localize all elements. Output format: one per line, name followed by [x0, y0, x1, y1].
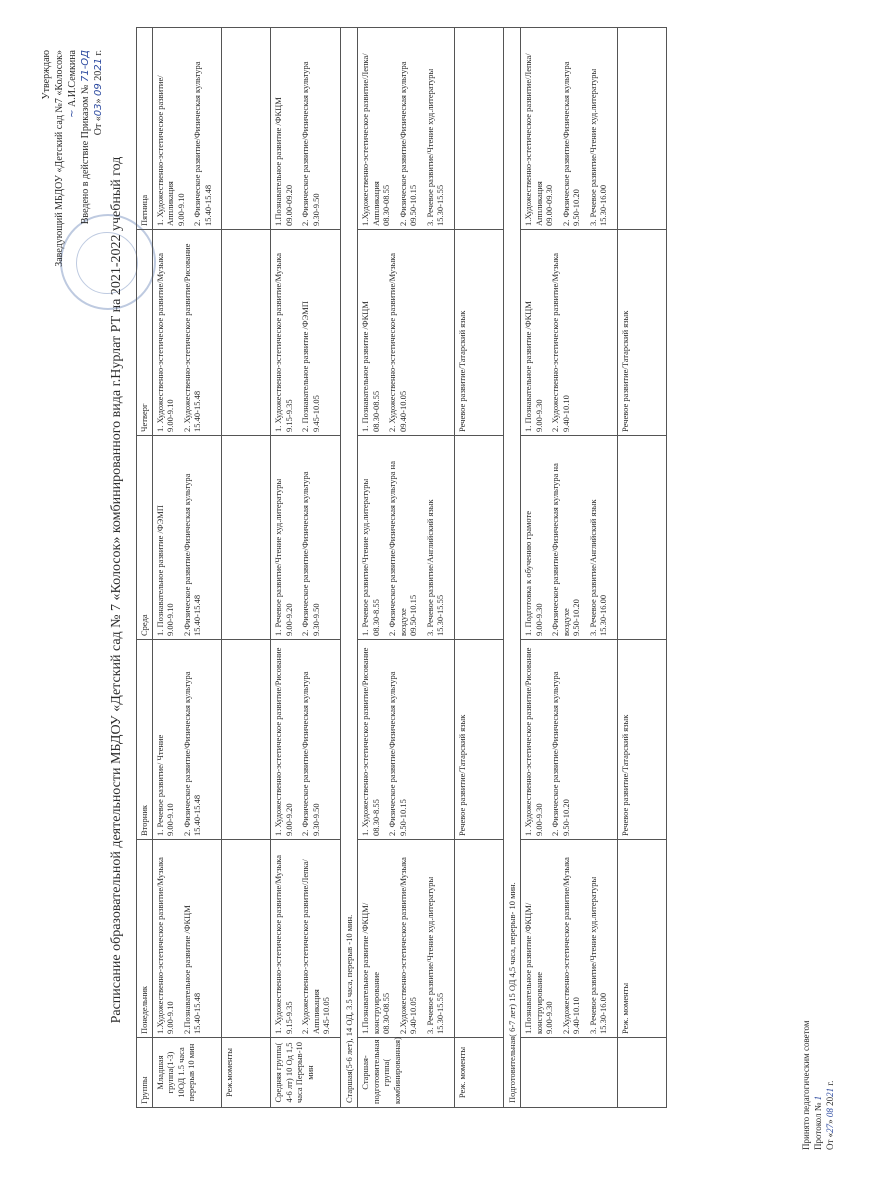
lesson-item: 3. Речевое развитие/Чтение худ.литературы 15.30-15.55: [424, 68, 445, 226]
lesson-item: 3. Речевое развитие/Чтение худ.литературы 15.30-16.00: [587, 68, 608, 226]
lesson-item: 1. Художественно-эстетическое развитие/Музыка 9.15-9.35: [273, 854, 294, 1034]
lesson-item: 1.Познавательное развитие /ФКЦМ/конструирование 08.30-08.55: [360, 902, 391, 1034]
lesson-cell-fri: [358, 28, 455, 230]
group-cell: [521, 1038, 618, 1108]
lesson-item: 2. Художественно-эстетическое развитие/Музыка 9.40-10.10: [550, 252, 571, 432]
lesson-item: 1. Речевое развитие/ Чтение 9.00-9.10: [154, 734, 175, 836]
col-wednesday: Среда: [137, 436, 153, 640]
lesson-gap: [408, 233, 414, 432]
order-number: 71-ОД: [80, 50, 91, 83]
lesson-item: 1.Художественно-эстетическое развитие/Музыка 9.00-9.10: [154, 857, 175, 1034]
lesson-item: 2. Физическое развитие/Физическая культура 15.40-15.48: [181, 671, 202, 836]
regime-cell-fri: [454, 28, 503, 230]
lesson-gap: [446, 439, 452, 636]
lesson-item: 1. Художественно-эстетическое развитие/Рисование 08.30-8.55: [360, 647, 381, 836]
lesson-item: 2.Художественно-эстетическое развитие/Музыка 9.40-10.10: [560, 857, 581, 1034]
lesson-item: 2. Физическое развитие/Физическая культура 9.50-10.15: [387, 671, 408, 836]
lesson-item: 2.Познавательное развитие /ФКЦМ 15.40-15.48: [181, 905, 202, 1034]
lesson-gap: [321, 643, 327, 836]
lesson-gap: [571, 233, 577, 432]
lesson-gap: [571, 643, 577, 836]
lesson-cell-thu: [521, 230, 618, 436]
lesson-item: 3. Речевое развитие/Английский язык 15.30-16.00: [587, 499, 608, 636]
schedule-table: [136, 27, 667, 1108]
table-body: [152, 28, 666, 1108]
group-cell: Средняя группа( 4-6 лт) 10 Од 1,5 часа Перерыв-10 мин: [271, 1038, 341, 1108]
table-row: [521, 28, 618, 1108]
lesson-gap: [203, 439, 209, 636]
lesson-cell-tue: [152, 640, 222, 840]
lesson-gap: [609, 843, 615, 1034]
regime-cell-tue: [222, 640, 271, 840]
lesson-item: 1.Познавательное развитие /ФКЦМ 09.00-09.20: [273, 97, 294, 226]
lesson-item: 2.Физическое развитие/Физическая культура на воздухе 9.50-10.20: [550, 463, 581, 636]
lesson-item: 1.Художественно-эстетическое развитие/Лепка/Аппликация 09.00-09.30: [523, 53, 554, 226]
regime-cell-fri: [617, 28, 666, 230]
regime-label: Реж.моменты: [222, 1038, 271, 1108]
head-label: Заведующий МБДОУ «Детский сад №7 «Колосок»: [54, 50, 65, 267]
lesson-item: 2. Художественно-эстетическое развитие/Лепка/Аппликация 9.45-10.05: [300, 859, 331, 1034]
regime-row: [222, 28, 271, 1108]
table-row: [358, 28, 455, 1108]
lesson-item: 1. Речевое развитие/Чтение худ.литературы 9.00-9.20: [273, 478, 294, 636]
lesson-item: 2.Физическое развитие/Физическая культура 15.40-15.48: [181, 473, 202, 636]
lesson-item: 3. Речевое развитие/Английский язык 15.30-15.55: [424, 499, 445, 636]
regime-cell-tue: Речевое развитие/Татарский язык: [617, 640, 666, 840]
lesson-cell-wed: [358, 436, 455, 640]
lesson-cell-thu: [152, 230, 222, 436]
order-line: Введено в действие Приказом № 71-ОД: [80, 50, 91, 225]
table-row: [271, 28, 341, 1108]
lesson-gap: [203, 643, 209, 836]
lesson-item: 2. Физическое развитие/Физическая культура 15.40-15.48: [192, 61, 213, 226]
col-groups: Группы: [137, 1038, 153, 1108]
lesson-cell-fri: [271, 28, 341, 230]
council-label: Принято педагогическим советом: [801, 1020, 811, 1150]
lesson-gap: [332, 843, 338, 1034]
regime-row: [617, 28, 666, 1108]
lesson-item: 2.Художественно-эстетическое развитие/Музыка 9.40-10.05: [397, 857, 418, 1034]
section-label: Старшая(5-6 лет), 14 ОД, 3.5 часа, перерыв -10 мин.: [340, 28, 358, 1108]
lesson-item: 2. Художественно-эстетическое развитие/Рисование 15.40-15.48: [181, 243, 202, 432]
lesson-gap: [203, 843, 209, 1034]
lesson-item: 2. Физическое развитие/Физическая культура 09.50-10.15: [397, 61, 418, 226]
protocol-line: Протокол № 1: [813, 1095, 823, 1150]
lesson-gap: [203, 233, 209, 432]
lesson-item: 1. Художественно-эстетическое развитие/Рисование 9.00-9.20: [273, 647, 294, 836]
regime-label: Реж. моменты: [454, 1038, 503, 1108]
lesson-item: 1. Познавательное развитие /ФКЦМ 08.30-08.55: [360, 301, 381, 432]
section-row: [503, 28, 521, 1108]
table-header-row: [137, 28, 153, 1108]
lesson-item: 2. Физическое развитие/Физическая культура 9.50-10.20: [550, 671, 571, 836]
lesson-item: 2. Физическое развитие/Физическая культура на воздухе 09.50-10.15: [387, 460, 418, 636]
lesson-item: 2. Художественно-эстетическое развитие/Музыка 09.40-10.05: [387, 252, 408, 432]
signature-line: ~ А.И.Семкина: [67, 50, 78, 118]
lesson-item: 2. Физическое развитие/Физическая культура 9.50-10.20: [560, 61, 581, 226]
regime-cell-thu: [222, 230, 271, 436]
lesson-gap: [321, 439, 327, 636]
lesson-cell-wed: [521, 436, 618, 640]
regime-label: [617, 1038, 666, 1108]
signature: ~: [67, 109, 78, 118]
lesson-item: 1. Художественно-эстетическое развитие/Аппликация 9.00-9.10: [154, 75, 186, 226]
lesson-gap: [609, 31, 615, 226]
regime-cell-thu: Речевое развитие/Татарский язык: [617, 230, 666, 436]
regime-cell-wed: [617, 436, 666, 640]
regime-cell-wed: [454, 436, 503, 640]
page-title: Расписание образовательной деятельности МБДОУ «Детский сад № 7 «Колосок» комбинированного вида г.Нурлат РТ на 2021-2022 учебный год: [109, 156, 124, 1024]
lesson-item: 1. Подготовка к обучению грамоте 9.00-9.30: [523, 510, 544, 636]
lesson-gap: [321, 31, 327, 226]
lesson-cell-tue: [271, 640, 341, 840]
regime-cell-fri: [222, 28, 271, 230]
lesson-cell-thu: [358, 230, 455, 436]
protocol-date-line: От «27» 08 2021 г.: [825, 1080, 835, 1150]
lesson-item: 2. Физическое развитие/Физическая культура 9.30-9.50: [300, 471, 321, 636]
regime-cell-mon: [454, 840, 503, 1038]
lesson-cell-fri: [152, 28, 222, 230]
lesson-gap: [609, 439, 615, 636]
lesson-item: 2. Физическое развитие/Физическая культура 9.30-9.50: [300, 61, 321, 226]
lesson-cell-tue: [358, 640, 455, 840]
group-cell: Старшая-подготовительная группа( комбинированная): [358, 1038, 455, 1108]
lesson-item: 2. Физическое развитие/Физическая культура 9.30-9.50: [300, 671, 321, 836]
regime-cell-mon: [222, 840, 271, 1038]
group-cell: Младшая группа(1-3) 10ОД 1.5 часа перерыв 10 мин: [152, 1038, 222, 1108]
regime-cell-tue: Речевое развитие/Татарский язык: [454, 640, 503, 840]
approved-label: Утверждаю: [41, 50, 52, 100]
lesson-item: 1. Художественно-эстетическое развитие/Рисование 9.00-9.30: [523, 647, 544, 836]
lesson-cell-mon: [521, 840, 618, 1038]
lesson-item: 1. Познавательное развитие /ФЭМП 9.00-9.10: [154, 505, 175, 636]
lesson-item: 1. Познавательное развитие /ФКЦМ 9.00-9.30: [523, 301, 544, 432]
col-thursday: Четверг: [137, 230, 153, 436]
lesson-gap: [408, 643, 414, 836]
order-date-line: От «03» 09 2021 г.: [93, 50, 104, 136]
lesson-cell-mon: [358, 840, 455, 1038]
lesson-cell-thu: [271, 230, 341, 436]
section-label: Подготовительная( 6-7 лет) 15 ОД 4,5 часа, перерыв- 10 мин.: [503, 28, 521, 1108]
lesson-gap: [321, 233, 327, 432]
section-row: [340, 28, 358, 1108]
lesson-gap: [213, 31, 219, 226]
lesson-item: 1. Художественно-эстетическое развитие/Музыка 9.15-9.35: [273, 252, 294, 432]
lesson-cell-fri: [521, 28, 618, 230]
lesson-item: 1. Речевое развитие/Чтение худ.литературы 08.30-8.55: [360, 478, 381, 636]
col-monday: Понедельник: [137, 840, 153, 1038]
regime-cell-thu: Речевое развитие/Татарский язык: [454, 230, 503, 436]
lesson-gap: [446, 31, 452, 226]
lesson-cell-wed: [152, 436, 222, 640]
regime-cell-mon: Реж. моменты: [617, 840, 666, 1038]
lesson-gap: [446, 843, 452, 1034]
lesson-item: 3. Речевое развитие/Чтение худ.литературы 15.30-16.00: [587, 876, 608, 1034]
lesson-item: 2. Познавательное развитие /ФЭМП 9.45-10.05: [300, 301, 321, 432]
lesson-item: 3. Речевое развитие/Чтение худ.литературы 15.30-15.55: [424, 876, 445, 1034]
lesson-cell-wed: [271, 436, 341, 640]
approval-right: [40, 50, 105, 380]
lesson-cell-mon: [152, 840, 222, 1038]
regime-row: [454, 28, 503, 1108]
protocol-number: 1: [813, 1095, 823, 1101]
table-row: [152, 28, 222, 1108]
lesson-item: 1.Познавательное развитие /ФКЦМ/конструирование 9.00-9.30: [523, 902, 554, 1034]
lesson-item: 1.Художественно-эстетическое развитие/Лепка/Аппликация 08.30-08.55: [360, 53, 391, 226]
col-tuesday: Вторник: [137, 640, 153, 840]
lesson-item: 1. Художественно-эстетическое развитие/Музыка 9.00-9.10: [154, 252, 175, 432]
lesson-cell-tue: [521, 640, 618, 840]
lesson-cell-mon: [271, 840, 341, 1038]
col-friday: Пятница: [137, 28, 153, 230]
approval-left: [800, 1021, 836, 1150]
regime-cell-wed: [222, 436, 271, 640]
